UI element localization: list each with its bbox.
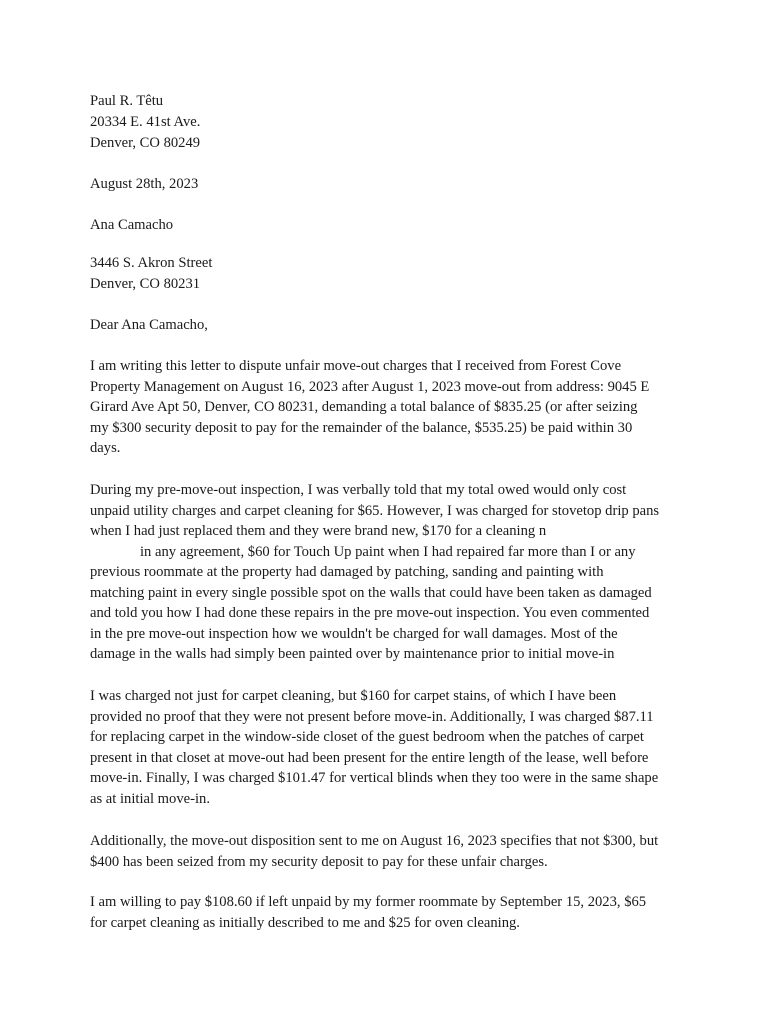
sender-city: Denver, CO 80249 [90,135,201,151]
recipient-address [90,253,730,297]
paragraph-line: for replacing carpet in the window-side closet of the guest bedroom when the patches of carpet [90,729,644,745]
paragraph-line: and told you how I had done these repairs in the pre move-out inspection. You even commented [90,605,650,621]
salutation-block [90,315,730,337]
paragraph-line: for carpet cleaning as initially described to me and $25 for oven cleaning. [90,914,520,931]
paragraph-line: Property Management on August 16, 2023 after August 1, 2023 move-out from address: 9045 E [90,378,650,395]
paragraph-line: present in that closet at move-out had been present for the entire length of the lease, well before [90,749,649,766]
recipient-name: Ana Camacho [90,217,174,233]
paragraph-line: I am willing to pay $108.60 if left unpaid by my former roommate by September 15, 2023, $65 [90,894,647,910]
sender-street: 20334 E. 41st Ave. [90,114,201,130]
paragraph-line: provided no proof that they were not present before move-in. Additionally, I was charged $87.11 [90,708,654,725]
paragraph-4 [90,831,730,875]
paragraph-5 [90,892,730,936]
paragraph-line: my $300 security deposit to pay for the remainder of the balance, $535.25) be paid within 30 [90,419,633,436]
paragraph-line: previous roommate at the property had damaged by patching, sanding and painting with [90,564,604,580]
paragraph-line: matching paint in every single possible spot on the walls that could have been taken as damaged [90,584,652,601]
paragraph-3 [90,686,730,812]
paragraph-line: damage in the walls had simply been painted over by maintenance prior to initial move-in [90,646,615,662]
letter-date: August 28th, 2023 [90,176,199,192]
paragraph-line: $400 has been seized from my security deposit to pay for these unfair charges. [90,853,548,870]
paragraph-line: in the pre move-out inspection how we wouldn't be charged for wall damages. Most of the [90,625,618,642]
paragraph-line: when I had just replaced them and they were brand new, $170 for a cleaning n [90,523,547,539]
paragraph-line: I was charged not just for carpet cleaning, but $160 for carpet stains, of which I have been [90,688,617,704]
paragraph-line: unpaid utility charges and carpet cleaning for $65. However, I was charged for stovetop drip pans [90,502,660,519]
paragraph-2 [90,480,730,666]
paragraph-line: in any agreement, $60 for Touch Up paint when I had repaired far more than I or any [140,543,636,560]
paragraph-line: move-in. Finally, I was charged $101.47 for vertical blinds when they too were in the same shape [90,770,659,786]
letter-date-block [90,174,730,196]
paragraph-1 [90,356,730,462]
salutation: Dear Ana Camacho, [90,317,208,333]
paragraph-line: days. [90,440,121,456]
recipient-street: 3446 S. Akron Street [90,255,213,271]
recipient-city: Denver, CO 80231 [90,276,201,292]
sender-address [90,91,730,155]
paragraph-line: as at initial move-in. [90,790,210,807]
paragraph-line: Additionally, the move-out disposition sent to me on August 16, 2023 specifies that not $300, but [90,833,659,849]
recipient-name-block [90,215,730,237]
sender-name: Paul R. Têtu [90,93,164,109]
paragraph-line: I am writing this letter to dispute unfair move-out charges that I received from Forest Cove [90,358,622,374]
paragraph-line: During my pre-move-out inspection, I was verbally told that my total owed would only cost [90,482,627,498]
paragraph-line: Girard Ave Apt 50, Denver, CO 80231, demanding a total balance of $835.25 (or after seizing [90,399,638,415]
